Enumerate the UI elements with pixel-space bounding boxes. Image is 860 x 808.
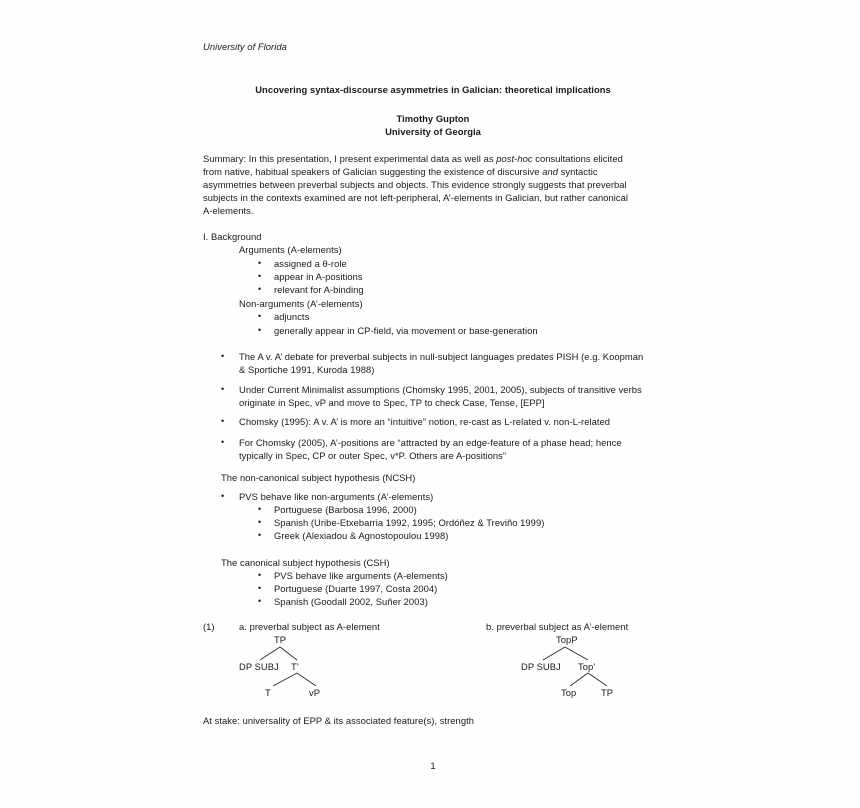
- tree-a-spec: DP SUBJ: [239, 661, 279, 672]
- summary-emphasis: post-hoc: [496, 153, 533, 164]
- arguments-item: relevant for A-binding: [274, 284, 364, 295]
- arguments-label: Arguments (A-elements): [239, 244, 342, 255]
- example-b-label: b. preverbal subject as A’-element: [486, 621, 629, 632]
- csh-item: Portuguese (Duarte 1997, Costa 2004): [274, 583, 438, 594]
- at-stake-line: At stake: universality of EPP & its associated feature(s), strength: [203, 715, 475, 726]
- nonarguments-label: Non-arguments (A’-elements): [239, 298, 363, 309]
- bullet: •: [258, 271, 262, 281]
- tree-a-bar: T’: [291, 661, 299, 672]
- bullet: •: [258, 311, 262, 321]
- summary-text: consultations elicited: [532, 153, 623, 164]
- section-heading-background: I. Background: [203, 231, 262, 242]
- tree-a-root: TP: [274, 634, 287, 645]
- tree-b-bar: Top’: [578, 661, 596, 672]
- bullet: •: [258, 258, 262, 268]
- bullet: •: [221, 491, 225, 501]
- ncsh-item: Greek (Alexiadou & Agnostopoulou 1998): [274, 530, 449, 541]
- csh-heading: The canonical subject hypothesis (CSH): [221, 557, 390, 568]
- tree-b-branch: [543, 647, 565, 660]
- bullet: •: [221, 416, 225, 426]
- tree-a-complement: vP: [309, 687, 321, 698]
- tree-a-branch: [280, 647, 297, 660]
- tree-a-branch: [273, 673, 297, 686]
- tree-a-head: T: [265, 687, 271, 698]
- bullet: •: [221, 437, 225, 447]
- summary-text: Summary: In this presentation, I present experimental data as well as: [203, 153, 497, 164]
- bullet: •: [258, 530, 262, 540]
- point-line: Under Current Minimalist assumptions (Chomsky 1995, 2001, 2005), subjects of transitive verbs: [239, 384, 642, 395]
- author-affiliation: University of Georgia: [385, 126, 481, 137]
- csh-item: PVS behave like arguments (A-elements): [274, 570, 448, 581]
- summary-line-3: asymmetries between preverbal subjects and objects. This evidence strongly suggests that preverbal: [203, 179, 627, 190]
- bullet: •: [258, 583, 262, 593]
- point-line: originate in Spec, vP and move to Spec, TP to check Case, Tense, [EPP]: [239, 397, 545, 408]
- summary-line-5: A-elements.: [203, 205, 254, 216]
- ncsh-point: PVS behave like non-arguments (A’-elements): [239, 491, 434, 502]
- summary-emphasis: and: [542, 166, 558, 177]
- bullet: •: [221, 351, 225, 361]
- tree-a-branch: [297, 673, 316, 686]
- ncsh-item: Portuguese (Barbosa 1996, 2000): [274, 504, 417, 515]
- point-line: typically in Spec, CP or outer Spec, v*P. Others are A-positions”: [239, 450, 507, 461]
- bullet: •: [221, 384, 225, 394]
- bullet: •: [258, 284, 262, 294]
- tree-b-root: TopP: [556, 634, 578, 645]
- summary-text: from native, habitual speakers of Galician suggesting the existence of discursive: [203, 166, 543, 177]
- bullet: •: [258, 570, 262, 580]
- bullet: •: [258, 596, 262, 606]
- author-name: Timothy Gupton: [396, 113, 470, 124]
- nonarguments-item: generally appear in CP-field, via movement or base-generation: [274, 325, 538, 336]
- ncsh-item: Spanish (Uribe-Etxebarria 1992, 1995; Ordóñez & Treviño 1999): [274, 517, 545, 528]
- tree-b-branch: [588, 673, 607, 686]
- bullet: •: [258, 325, 262, 335]
- point-line: For Chomsky (2005), A’-positions are “attracted by an edge-feature of a phase head; hence: [239, 437, 622, 448]
- bullet: •: [258, 504, 262, 514]
- arguments-item: appear in A-positions: [274, 271, 363, 282]
- tree-b-branch: [565, 647, 588, 660]
- tree-b-complement: TP: [601, 687, 614, 698]
- point-line: & Sportiche 1991, Kuroda 1988): [239, 364, 375, 375]
- tree-b-head: Top: [561, 687, 577, 698]
- page-number: 1: [430, 760, 436, 771]
- summary-text: syntactic: [557, 166, 598, 177]
- institution-header: University of Florida: [203, 41, 287, 52]
- tree-b-branch: [570, 673, 588, 686]
- paper-title: Uncovering syntax-discourse asymmetries in Galician: theoretical implications: [255, 84, 611, 95]
- nonarguments-item: adjuncts: [274, 311, 310, 322]
- point-line: The A v. A’ debate for preverbal subjects in null-subject languages predates PISH (e.g. Koopman: [239, 351, 644, 362]
- summary-line-4: subjects in the contexts examined are not left-peripheral, A’-elements in Galician, but rather canonical: [203, 192, 629, 203]
- example-a-label: a. preverbal subject as A-element: [239, 621, 380, 632]
- tree-a-branch: [260, 647, 280, 660]
- example-number: (1): [203, 621, 215, 632]
- csh-item: Spanish (Goodall 2002, Suñer 2003): [274, 596, 428, 607]
- ncsh-heading: The non-canonical subject hypothesis (NCSH): [221, 472, 416, 483]
- point-line: Chomsky (1995): A v. A’ is more an “intuitive” notion, re-cast as L-related v. non-L-related: [239, 416, 611, 427]
- tree-b-spec: DP SUBJ: [521, 661, 561, 672]
- bullet: •: [258, 517, 262, 527]
- arguments-item: assigned a θ-role: [274, 258, 347, 269]
